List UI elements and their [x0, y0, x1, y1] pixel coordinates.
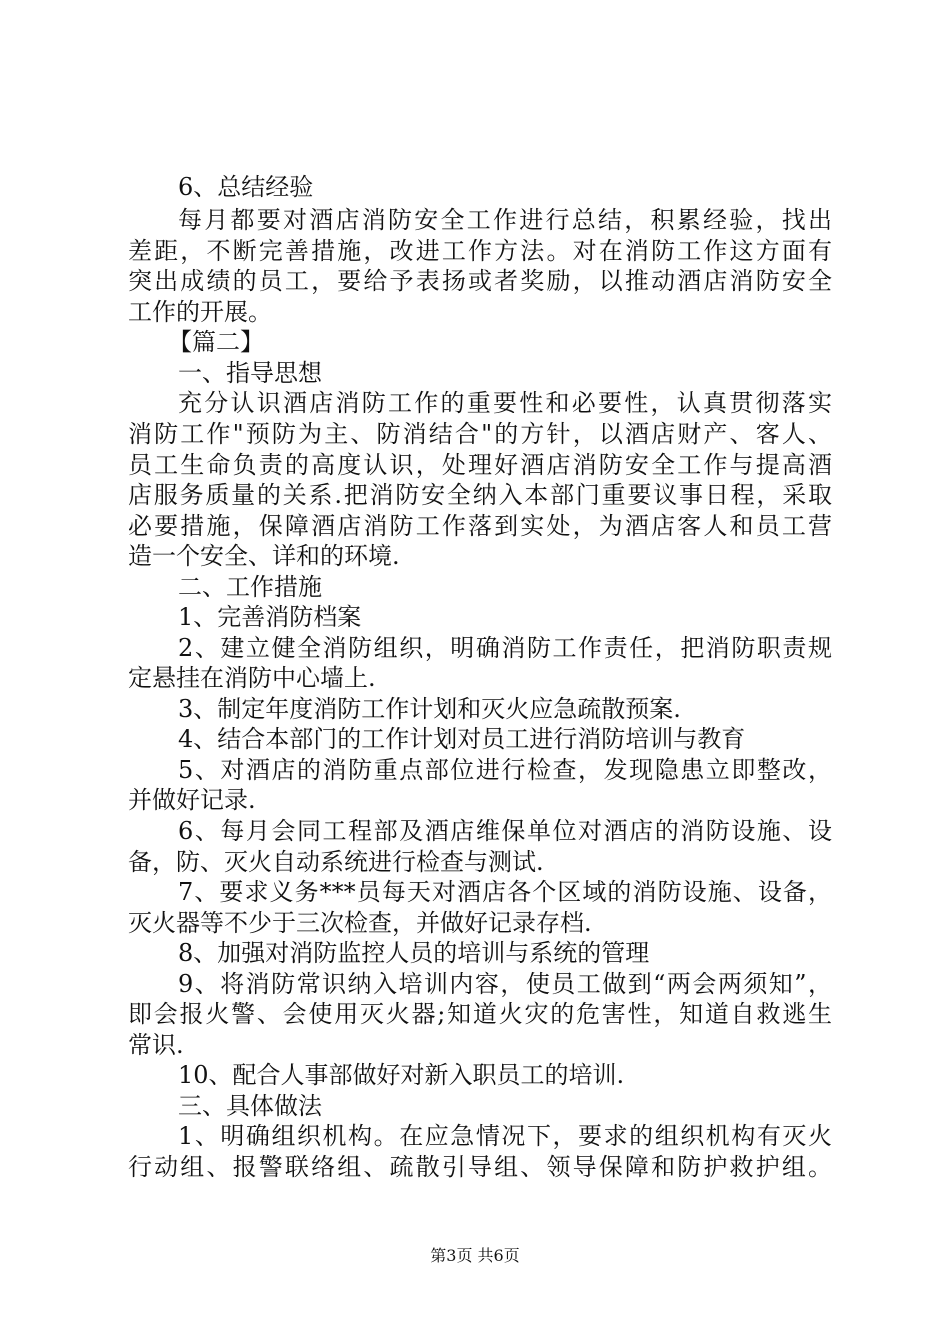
heading-summary-experience: 6、总结经验 [178, 173, 314, 201]
paragraph-line: 造一个安全、详和的环境. [128, 542, 400, 571]
list-item: 10、配合人事部做好对新入职员工的培训. [178, 1061, 625, 1090]
list-item: 1、完善消防档案 [178, 603, 362, 632]
paragraph-line: 工作的开展。 [128, 297, 272, 326]
paragraph-line: 充分认识酒店消防工作的重要性和必要性，认真贯彻落实 [178, 389, 832, 418]
list-item-continuation: 并做好记录. [128, 786, 256, 815]
paragraph-line: 店服务质量的关系.把消防安全纳入本部门重要议事日程，采取 [128, 481, 832, 510]
list-item-continuation: 行动组、报警联络组、疏散引导组、领导保障和防护救护组。 [128, 1153, 832, 1181]
list-item: 6、每月会同工程部及酒店维保单位对酒店的消防设施、设 [178, 817, 832, 846]
paragraph-line: 每月都要对酒店消防安全工作进行总结，积累经验，找出 [178, 206, 832, 235]
paragraph-line: 消防工作"预防为主、防消结合"的方针，以酒店财产、客人、 [128, 419, 832, 448]
paragraph-line: 员工生命负责的高度认识，处理好酒店消防安全工作与提高酒 [128, 450, 832, 479]
page-footer: 第3页 共6页 [430, 1246, 520, 1265]
paragraph-line: 差距，不断完善措施，改进工作方法。对在消防工作这方面有 [128, 236, 832, 265]
list-item: 1、明确组织机构。在应急情况下，要求的组织机构有灭火 [178, 1122, 832, 1151]
list-item: 9、将消防常识纳入培训内容，使员工做到“两会两须知”， [178, 969, 832, 998]
list-item-continuation: 即会报火警、会使用灭火器;知道火灾的危害性，知道自救逃生 [128, 1000, 832, 1029]
paragraph-line: 必要措施，保障酒店消防工作落到实处，为酒店客人和员工营 [128, 511, 832, 540]
list-item: 5、对酒店的消防重点部位进行检查，发现隐患立即整改， [178, 755, 832, 784]
list-item-continuation: 定悬挂在消防中心墙上. [128, 664, 376, 693]
heading-guiding-ideology: 一、指导思想 [178, 358, 322, 387]
list-item: 4、结合本部门的工作计划对员工进行消防培训与教育 [178, 725, 746, 754]
paragraph-line: 突出成绩的员工，要给予表扬或者奖励，以推动酒店消防安全 [128, 267, 832, 296]
section-title-part-two: 【篇二】 [168, 328, 264, 357]
heading-work-measures: 二、工作措施 [178, 572, 322, 601]
list-item: 3、制定年度消防工作计划和灭火应急疏散预案. [178, 694, 681, 723]
heading-specific-methods: 三、具体做法 [178, 1091, 322, 1120]
list-item: 2、建立健全消防组织，明确消防工作责任，把消防职责规 [178, 633, 832, 662]
list-item: 7、要求义务***员每天对酒店各个区域的消防设施、设备， [178, 878, 832, 907]
list-item-continuation: 灭火器等不少于三次检查，并做好记录存档. [128, 908, 592, 937]
list-item-continuation: 备，防、灭火自动系统进行检查与测试. [128, 847, 544, 876]
list-item: 8、加强对消防监控人员的培训与系统的管理 [178, 939, 650, 968]
list-item-continuation: 常识. [128, 1030, 184, 1059]
